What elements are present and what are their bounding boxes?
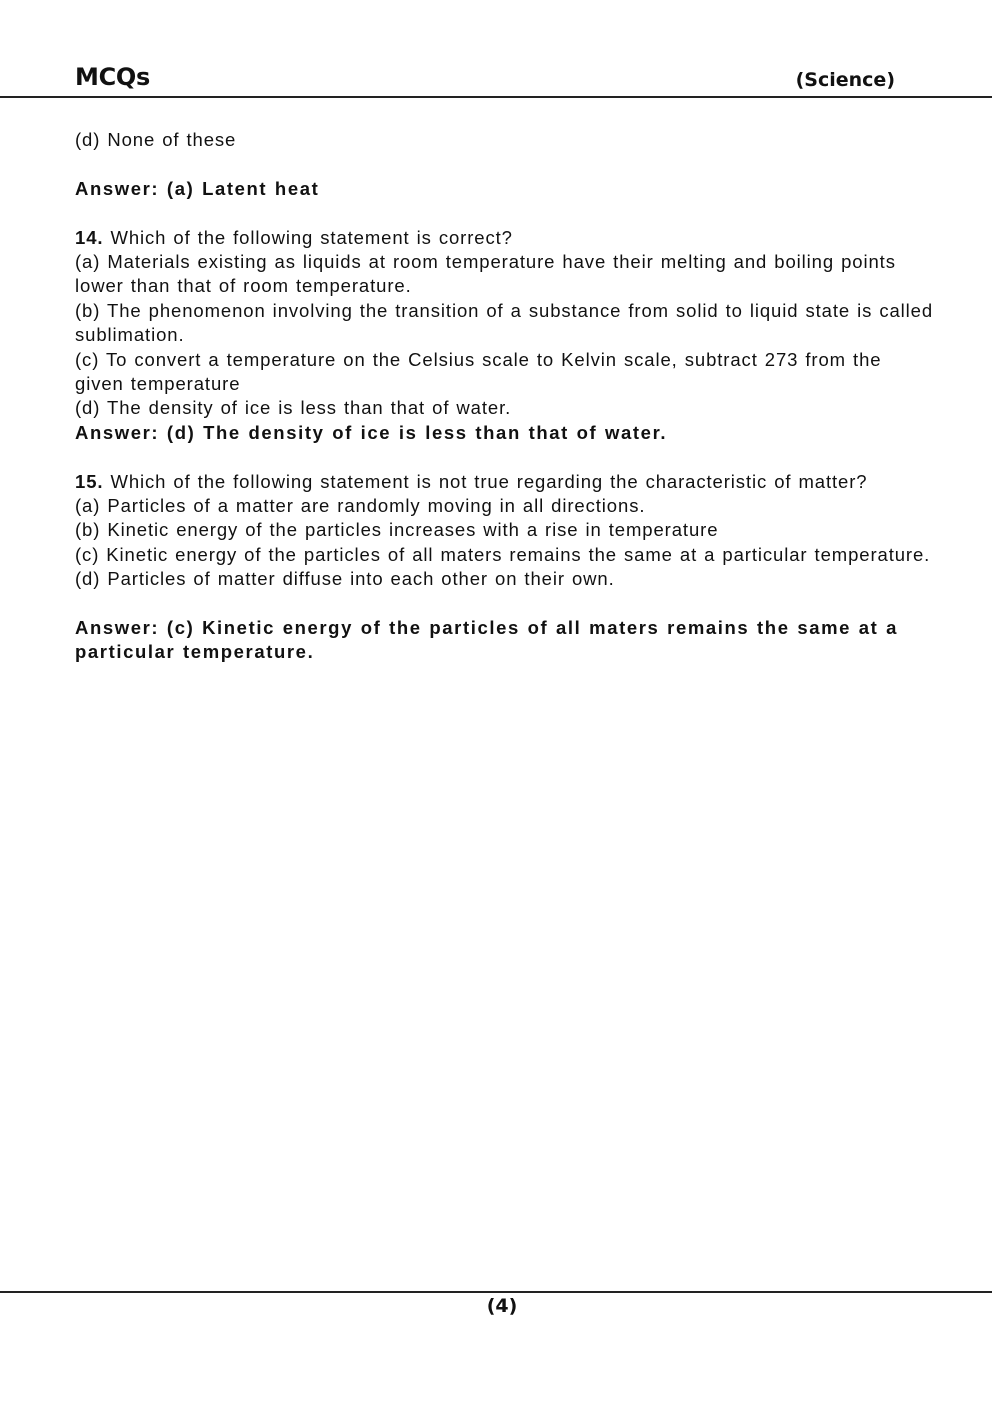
option-c: (c) To convert a temperature on the Celsius scale to Kelvin scale, subtract 273 from the given temperature bbox=[75, 348, 882, 395]
question-stem: Which of the following statement is not true regarding the characteristic of matter? bbox=[110, 470, 868, 492]
question-text bbox=[75, 470, 935, 494]
question-13-continued bbox=[75, 128, 935, 201]
option-d: (d) None of these bbox=[75, 129, 237, 150]
footer-divider bbox=[0, 1291, 992, 1293]
question-number: 14. bbox=[75, 226, 104, 248]
option-b: (b) The phenomenon involving the transition of a substance from solid to liquid state is called sublimation. bbox=[75, 299, 934, 346]
question-text bbox=[75, 226, 935, 250]
question-stem: Which of the following statement is correct? bbox=[110, 226, 513, 248]
page-number: (4) bbox=[486, 1295, 518, 1317]
option-b: (b) Kinetic energy of the particles increases with a rise in temperature bbox=[75, 519, 719, 541]
question-15 bbox=[75, 470, 935, 665]
answer: Answer: (c) Kinetic energy of the particles of all maters remains the same at a particular temperature. bbox=[75, 617, 899, 663]
question-number: 15. bbox=[75, 470, 104, 492]
header-divider bbox=[0, 96, 992, 98]
header-subject: (Science) bbox=[795, 69, 895, 91]
option-d: (d) Particles of matter diffuse into each other on their own. bbox=[75, 568, 615, 590]
question-14 bbox=[75, 226, 935, 446]
answer: Answer: (a) Latent heat bbox=[75, 177, 320, 199]
option-d: (d) The density of ice is less than that of water. bbox=[75, 397, 512, 419]
option-a: (a) Particles of a matter are randomly moving in all directions. bbox=[75, 495, 646, 517]
answer: Answer: (d) The density of ice is less than that of water. bbox=[75, 421, 668, 443]
option-a: (a) Materials existing as liquids at room temperature have their melting and boiling points lower than that of room temperature. bbox=[75, 251, 896, 297]
page-content bbox=[75, 128, 935, 665]
option-c: (c) Kinetic energy of the particles of all maters remains the same at a particular temperature. bbox=[75, 543, 931, 565]
header-title: MCQs bbox=[75, 63, 150, 91]
